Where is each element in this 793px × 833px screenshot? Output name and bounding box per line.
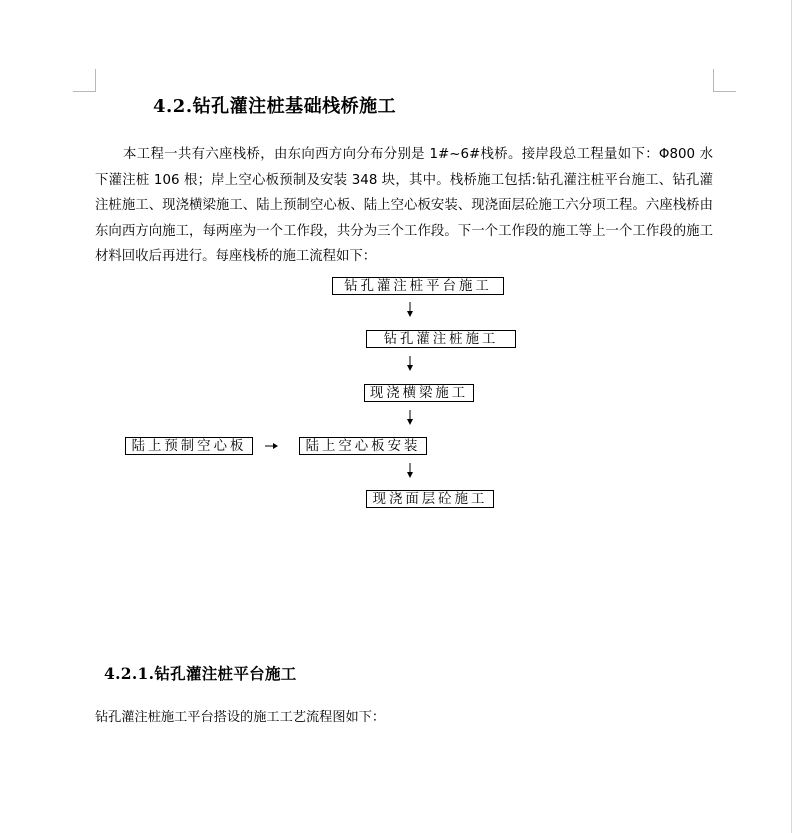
flow-arrow-down-4 xyxy=(405,463,415,479)
margin-mark-top-right xyxy=(713,69,736,92)
subsection-paragraph: 钻孔灌注桩施工平台搭设的施工工艺流程图如下： xyxy=(95,710,386,725)
flow-arrow-down-3 xyxy=(405,410,415,426)
flow-step-piling: 钻孔灌注桩施工 xyxy=(366,330,516,348)
flow-arrow-down-1 xyxy=(405,302,415,318)
subsection-heading: 4.2.1.钻孔灌注桩平台施工 xyxy=(104,664,297,683)
section-heading: 4.2.钻孔灌注桩基础栈桥施工 xyxy=(153,96,397,117)
flow-step-deck: 现浇面层砼施工 xyxy=(366,490,494,508)
flow-step-precast: 陆上预制空心板 xyxy=(125,437,253,455)
flow-step-install: 陆上空心板安装 xyxy=(299,437,427,455)
body-paragraph: 本工程一共有六座栈桥，由东向西方向分布分别是 1#~6#栈桥。接岸段总工程量如下：Φ800 水下灌注桩 106 根；岸上空心板预制及安装 348 块，其中。栈桥施工包括:钻孔灌注桩平台施工、钻孔灌注桩施工、现浇横梁施工、陆上预制空心板、陆上空心板安装、现浇面层砼施工六分项工程。六座栈桥由东向西方向施工，每两座为一个工作段，共分为三个工作段。下一个工作段的施工等上一个工作段的施工材料回收后再进行。每座栈桥的施工流程如下： xyxy=(95,147,713,264)
flow-arrow-right xyxy=(265,442,279,450)
flow-arrow-down-2 xyxy=(405,356,415,372)
flow-step-beam: 现浇横梁施工 xyxy=(364,384,474,402)
flow-step-platform: 钻孔灌注桩平台施工 xyxy=(332,277,504,295)
margin-mark-top-left xyxy=(73,69,96,92)
